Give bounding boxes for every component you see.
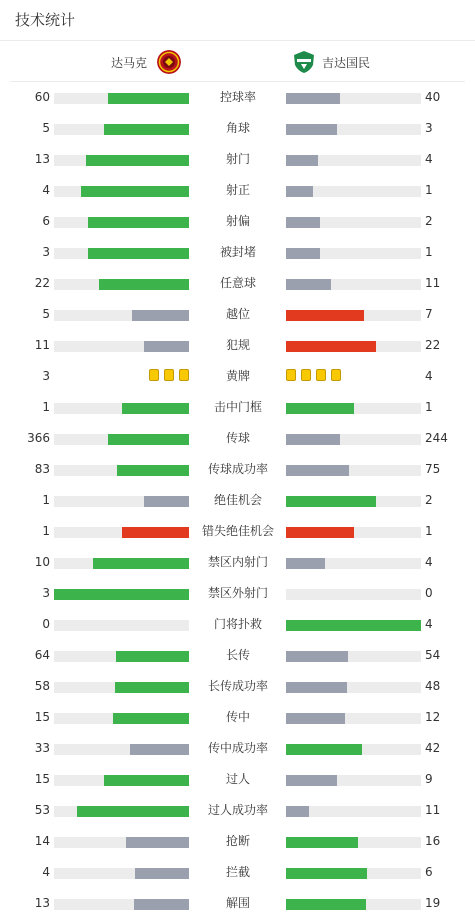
home-value: 366 — [27, 431, 50, 445]
away-bar-track — [286, 589, 421, 600]
stat-row — [0, 578, 475, 609]
away-value: 244 — [425, 431, 448, 445]
stat-row — [0, 888, 475, 919]
stat-row — [0, 113, 475, 144]
page-title: 技术统计 — [0, 0, 475, 41]
away-value: 3 — [425, 121, 433, 135]
home-bar-fill — [126, 837, 189, 848]
home-value: 5 — [42, 307, 50, 321]
home-value: 3 — [42, 245, 50, 259]
home-value: 1 — [42, 493, 50, 507]
home-value: 6 — [42, 214, 50, 228]
home-bar-track — [54, 186, 189, 197]
away-bar-track — [286, 341, 421, 352]
home-bar-track — [54, 899, 189, 910]
away-value: 4 — [425, 617, 433, 631]
home-value: 11 — [34, 338, 50, 352]
stat-row — [0, 826, 475, 857]
away-bar-track — [286, 403, 421, 414]
away-bar-fill — [286, 620, 421, 631]
away-bar-track — [286, 279, 421, 290]
away-bar-track — [286, 837, 421, 848]
stat-label: 绝佳机会 — [213, 493, 262, 507]
stats-list — [0, 82, 475, 919]
home-bar-track — [54, 248, 189, 259]
home-bar-fill — [132, 310, 189, 321]
home-value: 22 — [34, 276, 50, 290]
home-value: 53 — [34, 803, 50, 817]
stat-label: 过人成功率 — [207, 803, 268, 817]
home-bar-track — [54, 682, 189, 693]
away-bar-fill — [286, 341, 376, 352]
stat-row — [0, 857, 475, 888]
home-value: 60 — [34, 90, 50, 104]
stat-row — [0, 795, 475, 826]
home-bar-fill — [88, 248, 189, 259]
stat-label: 拦截 — [225, 865, 250, 879]
away-bar-fill — [286, 713, 345, 724]
yellow-card-icon — [331, 369, 341, 381]
stat-row — [0, 299, 475, 330]
home-bar-track — [54, 806, 189, 817]
away-bar-fill — [286, 248, 320, 259]
home-value: 1 — [42, 524, 50, 538]
away-bar-track — [286, 620, 421, 631]
yellow-card-icon — [301, 369, 311, 381]
home-bar-track — [54, 496, 189, 507]
stat-label: 角球 — [225, 121, 250, 135]
home-bar-track — [54, 527, 189, 538]
stat-row — [0, 144, 475, 175]
away-bar-track — [286, 682, 421, 693]
away-bar-track — [286, 248, 421, 259]
home-bar-fill — [104, 775, 189, 786]
away-bar-fill — [286, 434, 340, 445]
home-bar-track — [54, 279, 189, 290]
stat-row — [0, 330, 475, 361]
stat-row — [0, 206, 475, 237]
away-bar-track — [286, 496, 421, 507]
home-value: 64 — [34, 648, 50, 662]
home-value: 13 — [34, 152, 50, 166]
away-bar-track — [286, 899, 421, 910]
stat-row — [0, 454, 475, 485]
away-team-name: 吉达国民 — [322, 55, 371, 70]
away-bar-track — [286, 465, 421, 476]
home-team[interactable] — [111, 50, 181, 74]
stat-label: 射门 — [225, 152, 250, 166]
stat-label: 控球率 — [219, 90, 256, 104]
home-value: 58 — [34, 679, 50, 693]
away-bar-fill — [286, 682, 347, 693]
home-value: 33 — [34, 741, 50, 755]
home-value: 15 — [34, 710, 50, 724]
away-bar-track — [286, 124, 421, 135]
stat-row — [0, 175, 475, 206]
home-value: 10 — [34, 555, 50, 569]
home-bar-track — [54, 651, 189, 662]
home-bar-fill — [108, 93, 189, 104]
stat-row — [0, 392, 475, 423]
away-bar-track — [286, 558, 421, 569]
home-bar-track — [54, 558, 189, 569]
stat-label: 传球成功率 — [207, 462, 268, 476]
home-value: 3 — [42, 586, 50, 600]
away-bar-fill — [286, 651, 348, 662]
home-bar-track — [54, 744, 189, 755]
away-value: 42 — [425, 741, 441, 755]
away-value: 54 — [425, 648, 441, 662]
home-bar-track — [54, 310, 189, 321]
home-bar-track — [54, 775, 189, 786]
home-bar-track — [54, 868, 189, 879]
home-value: 5 — [42, 121, 50, 135]
stat-row — [0, 609, 475, 640]
away-bar-fill — [286, 310, 364, 321]
away-value: 1 — [425, 183, 433, 197]
home-bar-fill — [122, 403, 190, 414]
home-bar-track — [54, 589, 189, 600]
stat-label: 长传成功率 — [207, 679, 268, 693]
home-value: 14 — [34, 834, 50, 848]
home-value: 15 — [34, 772, 50, 786]
away-value: 2 — [425, 214, 433, 228]
away-bar-track — [286, 186, 421, 197]
stat-label: 传中 — [225, 710, 250, 724]
home-bar-fill — [88, 217, 189, 228]
stat-label: 抢断 — [225, 834, 250, 848]
home-team-name: 达马克 — [110, 55, 147, 70]
away-bar-fill — [286, 465, 349, 476]
away-bar-track — [286, 217, 421, 228]
home-bar-fill — [86, 155, 189, 166]
home-bar-track — [54, 93, 189, 104]
away-value: 4 — [425, 369, 433, 383]
home-bar-fill — [99, 279, 189, 290]
stat-row — [0, 733, 475, 764]
away-value: 4 — [425, 555, 433, 569]
away-value: 0 — [425, 586, 433, 600]
away-bar-fill — [286, 868, 367, 879]
home-bar-track — [54, 403, 189, 414]
away-bar-fill — [286, 93, 340, 104]
home-value: 13 — [34, 896, 50, 910]
away-yellow-cards — [286, 369, 341, 381]
home-value: 83 — [34, 462, 50, 476]
away-value: 12 — [425, 710, 441, 724]
stat-label: 门将扑救 — [213, 617, 262, 631]
away-bar-track — [286, 713, 421, 724]
home-value: 0 — [42, 617, 50, 631]
stat-row — [0, 516, 475, 547]
away-bar-fill — [286, 558, 325, 569]
away-bar-track — [286, 93, 421, 104]
away-bar-fill — [286, 744, 362, 755]
stat-label: 犯规 — [225, 338, 250, 352]
home-bar-fill — [130, 744, 189, 755]
stat-label: 击中门框 — [213, 400, 262, 414]
away-value: 1 — [425, 245, 433, 259]
away-bar-fill — [286, 837, 358, 848]
home-bar-fill — [115, 682, 189, 693]
away-value: 6 — [425, 865, 433, 879]
home-bar-track — [54, 341, 189, 352]
away-value: 19 — [425, 896, 441, 910]
home-bar-fill — [117, 465, 189, 476]
yellow-card-icon — [149, 369, 159, 381]
home-bar-track — [54, 155, 189, 166]
yellow-card-icon — [164, 369, 174, 381]
teams-header — [10, 41, 465, 82]
home-value: 1 — [42, 400, 50, 414]
stat-label: 射正 — [225, 183, 250, 197]
stat-label: 传中成功率 — [207, 741, 268, 755]
stat-row — [0, 640, 475, 671]
away-bar-track — [286, 651, 421, 662]
stat-row — [0, 485, 475, 516]
home-bar-track — [54, 620, 189, 631]
away-value: 2 — [425, 493, 433, 507]
stat-row — [0, 764, 475, 795]
stat-row — [0, 361, 475, 392]
away-value: 75 — [425, 462, 441, 476]
stat-label: 射偏 — [225, 214, 250, 228]
home-bar-track — [54, 124, 189, 135]
stat-label: 被封堵 — [219, 245, 256, 259]
home-bar-fill — [135, 868, 189, 879]
away-bar-fill — [286, 527, 354, 538]
stat-row — [0, 268, 475, 299]
away-value: 11 — [425, 803, 441, 817]
away-value: 11 — [425, 276, 441, 290]
home-bar-fill — [122, 527, 190, 538]
home-team-logo-icon — [157, 50, 181, 74]
away-team-logo-icon — [292, 50, 316, 74]
away-value: 16 — [425, 834, 441, 848]
stat-label: 过人 — [225, 772, 250, 786]
away-value: 22 — [425, 338, 441, 352]
home-bar-fill — [81, 186, 189, 197]
stat-row — [0, 671, 475, 702]
stat-label: 传球 — [225, 431, 250, 445]
away-bar-fill — [286, 403, 354, 414]
away-value: 1 — [425, 524, 433, 538]
home-bar-fill — [54, 589, 189, 600]
home-bar-track — [54, 217, 189, 228]
stat-row — [0, 82, 475, 113]
away-value: 1 — [425, 400, 433, 414]
home-bar-track — [54, 434, 189, 445]
home-value: 4 — [42, 865, 50, 879]
yellow-card-icon — [179, 369, 189, 381]
stat-row — [0, 702, 475, 733]
yellow-card-icon — [286, 369, 296, 381]
away-bar-track — [286, 775, 421, 786]
stat-label: 越位 — [225, 307, 250, 321]
away-value: 48 — [425, 679, 441, 693]
stat-label: 错失绝佳机会 — [201, 524, 274, 538]
away-bar-fill — [286, 124, 337, 135]
away-bar-fill — [286, 806, 309, 817]
home-bar-fill — [134, 899, 189, 910]
home-bar-track — [54, 837, 189, 848]
home-bar-fill — [93, 558, 189, 569]
away-bar-fill — [286, 775, 337, 786]
away-bar-fill — [286, 899, 366, 910]
away-bar-fill — [286, 155, 318, 166]
away-bar-track — [286, 155, 421, 166]
home-yellow-cards — [149, 369, 189, 381]
home-bar-fill — [116, 651, 189, 662]
away-bar-fill — [286, 279, 331, 290]
stat-row — [0, 423, 475, 454]
away-value: 7 — [425, 307, 433, 321]
away-bar-fill — [286, 496, 376, 507]
home-bar-fill — [144, 496, 189, 507]
stat-label: 禁区内射门 — [207, 555, 268, 569]
home-bar-track — [54, 465, 189, 476]
home-bar-fill — [77, 806, 189, 817]
away-team[interactable] — [292, 50, 370, 74]
stat-row — [0, 547, 475, 578]
home-value: 4 — [42, 183, 50, 197]
stat-row — [0, 237, 475, 268]
home-bar-fill — [108, 434, 189, 445]
stat-label: 解围 — [225, 896, 250, 910]
away-bar-track — [286, 744, 421, 755]
home-bar-fill — [144, 341, 189, 352]
away-value: 9 — [425, 772, 433, 786]
home-bar-fill — [104, 124, 189, 135]
yellow-card-icon — [316, 369, 326, 381]
away-bar-track — [286, 310, 421, 321]
home-value: 3 — [42, 369, 50, 383]
home-bar-fill — [113, 713, 189, 724]
away-bar-fill — [286, 186, 313, 197]
away-bar-track — [286, 527, 421, 538]
stat-label: 禁区外射门 — [207, 586, 268, 600]
stat-label: 长传 — [225, 648, 250, 662]
stat-label: 黄牌 — [225, 369, 250, 383]
home-bar-track — [54, 713, 189, 724]
away-bar-fill — [286, 217, 320, 228]
away-value: 40 — [425, 90, 441, 104]
away-value: 4 — [425, 152, 433, 166]
away-bar-track — [286, 806, 421, 817]
away-bar-track — [286, 868, 421, 879]
away-bar-track — [286, 434, 421, 445]
stat-label: 任意球 — [219, 276, 256, 290]
